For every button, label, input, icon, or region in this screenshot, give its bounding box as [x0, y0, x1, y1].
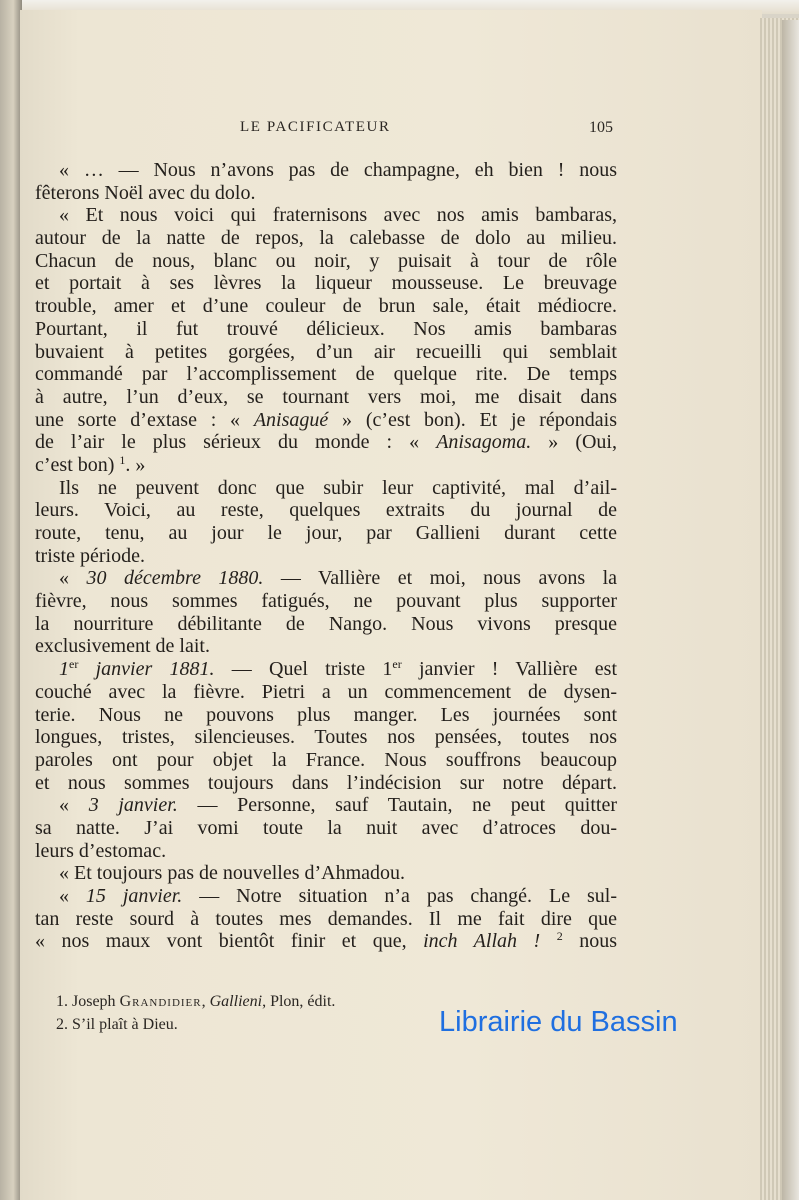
- text-segment: fêterons Noël avec du dolo.: [35, 181, 256, 204]
- watermark: Librairie du Bassin: [439, 1006, 678, 1038]
- superscript: 1: [119, 453, 126, 467]
- text-segment: — Vallière et moi, nous avons la: [263, 567, 617, 590]
- text-segment: trouble, amer et d’une couleur de brun sale, était médiocre.: [35, 295, 617, 318]
- text-segment: » (c’est bon). Et je répondais: [328, 408, 617, 431]
- text-line: [35, 318, 617, 341]
- text-line: [35, 908, 617, 931]
- text-segment: sa natte. J’ai vomi toute la nuit avec d’atroces dou-: [35, 816, 617, 839]
- italic-text: Anisagué: [253, 408, 329, 431]
- text-segment: longues, tristes, silencieuses. Toutes nos pensées, toutes nos: [35, 726, 617, 749]
- text-line: [35, 454, 617, 477]
- text-segment: leurs d’estomac.: [35, 839, 167, 862]
- text-line: [35, 772, 617, 795]
- text-line: [35, 658, 617, 681]
- text-segment: «: [59, 885, 86, 907]
- text-line: [35, 704, 617, 727]
- footnote: [56, 1013, 335, 1036]
- text-segment: de l’air le plus sérieux du monde : «: [35, 431, 437, 454]
- text-segment: janvier ! Vallière est: [401, 658, 617, 681]
- text-line: [35, 431, 617, 454]
- text-line: [35, 363, 617, 386]
- text-segment: une sorte d’extase : «: [35, 408, 254, 431]
- superscript: er: [69, 658, 79, 672]
- text-segment: — Quel triste 1: [214, 658, 393, 681]
- text-segment: — Personne, sauf Tautain, ne peut quitter: [177, 794, 617, 817]
- text-segment: buvaient à petites gorgées, d’un air recueilli qui semblait: [35, 340, 617, 363]
- superscript: 2: [556, 930, 563, 944]
- text-line: [35, 545, 617, 568]
- text-segment: [540, 930, 557, 952]
- text-segment: » (Oui,: [531, 431, 617, 454]
- page-number: 105: [589, 119, 613, 136]
- text-line: [35, 386, 617, 409]
- text-segment: . »: [125, 453, 146, 476]
- text-segment: et nous sommes toujours dans l’indécision sur notre départ.: [35, 771, 617, 794]
- text-segment: Pourtant, il fut trouvé délicieux. Nos amis bambaras: [35, 317, 617, 340]
- text-segment: triste période.: [35, 544, 145, 567]
- text-segment: «: [59, 567, 87, 590]
- text-line: [35, 749, 617, 772]
- text-line: [35, 499, 617, 522]
- text-segment: « Et toujours pas de nouvelles d’Ahmadou.: [59, 862, 406, 885]
- text-line: [35, 295, 617, 318]
- text-line: [35, 635, 617, 658]
- footnote: [56, 990, 335, 1013]
- text-segment: la nourriture débilitante de Nango. Nous vivons presque: [35, 612, 617, 635]
- text-line: [35, 204, 617, 227]
- facing-page-edge: [0, 0, 22, 1200]
- text-line: [35, 726, 617, 749]
- italic-text: 3 janvier.: [88, 794, 178, 817]
- text-line: [35, 930, 617, 953]
- text-line: [35, 522, 617, 545]
- text-segment: «: [59, 794, 89, 817]
- page-edges-outer: [782, 20, 799, 1200]
- text-line: [35, 227, 617, 250]
- text-segment: exclusivement de lait.: [35, 635, 210, 658]
- footnotes: [56, 990, 335, 1036]
- italic-text: inch Allah !: [423, 930, 541, 953]
- text-segment: fièvre, nous sommes fatigués, ne pouvant plus supporter: [35, 590, 617, 613]
- superscript: er: [392, 658, 402, 672]
- text-segment: — Notre situation n’a pas changé. Le sul-: [182, 885, 617, 907]
- text-segment: 1. Joseph: [56, 993, 120, 1010]
- text-segment: , Plon, édit.: [262, 993, 336, 1010]
- text-line: [35, 794, 617, 817]
- text-line: [35, 341, 617, 364]
- text-segment: nous: [562, 930, 617, 953]
- text-segment: terie. Nous ne pouvons plus manger. Les journées sont: [35, 703, 617, 726]
- text-segment: Chacun de nous, blanc ou noir, y puisait à tour de rôle: [35, 249, 617, 272]
- text-line: [35, 862, 617, 885]
- text-segment: « nos maux vont bientôt finir et que,: [35, 930, 424, 953]
- text-segment: commandé par l’accomplissement de quelque rite. De temps: [35, 363, 617, 386]
- italic-text: 30 décembre 1880.: [86, 567, 264, 590]
- italic-text: Anisagoma.: [436, 431, 532, 454]
- text-segment: leurs. Voici, au reste, quelques extraits du journal de: [35, 499, 617, 522]
- running-title: LE PACIFICATEUR: [240, 119, 391, 135]
- text-line: [35, 613, 617, 636]
- text-line: [35, 817, 617, 840]
- text-segment: autour de la natte de repos, la calebasse de dolo au milieu.: [35, 227, 617, 250]
- text-line: [35, 681, 617, 704]
- text-segment: et portait à ses lèvres la liqueur mousseuse. Le breuvage: [35, 272, 617, 295]
- text-line: [35, 840, 617, 863]
- text-line: [35, 159, 617, 182]
- text-line: [35, 567, 617, 590]
- body-text: [35, 159, 617, 953]
- italic-text: janvier 1881.: [78, 658, 215, 681]
- text-segment: « Et nous voici qui fraternisons avec nos amis bambaras,: [59, 204, 617, 227]
- text-segment: ,: [201, 993, 210, 1010]
- text-segment: 2. S’il plaît à Dieu.: [56, 1016, 178, 1033]
- text-line: [35, 409, 617, 432]
- text-segment: paroles ont pour objet la France. Nous souffrons beaucoup: [35, 748, 617, 771]
- text-line: [35, 272, 617, 295]
- small-caps-text: Grandidier: [119, 993, 202, 1010]
- text-segment: couché avec la fièvre. Pietri a un commencement de dysen-: [35, 680, 617, 703]
- text-line: [35, 885, 617, 908]
- text-line: [35, 590, 617, 613]
- text-line: [35, 250, 617, 273]
- text-segment: c’est bon): [35, 453, 120, 476]
- italic-text: 15 janvier.: [85, 885, 183, 907]
- text-segment: à autre, l’un d’eux, se tournant vers moi, me disait dans: [35, 385, 617, 408]
- text-line: [35, 182, 617, 205]
- italic-text: 1: [59, 658, 69, 681]
- text-segment: Ils ne peuvent donc que subir leur captivité, mal d’ail-: [59, 476, 617, 499]
- text-segment: route, tenu, au jour le jour, par Gallieni durant cette: [35, 522, 617, 544]
- text-segment: tan reste sourd à toutes mes demandes. Il me fait dire que: [35, 907, 617, 930]
- italic-text: Gallieni: [209, 993, 263, 1010]
- text-segment: « … — Nous n’avons pas de champagne, eh bien ! nous: [59, 159, 617, 181]
- text-line: [35, 477, 617, 500]
